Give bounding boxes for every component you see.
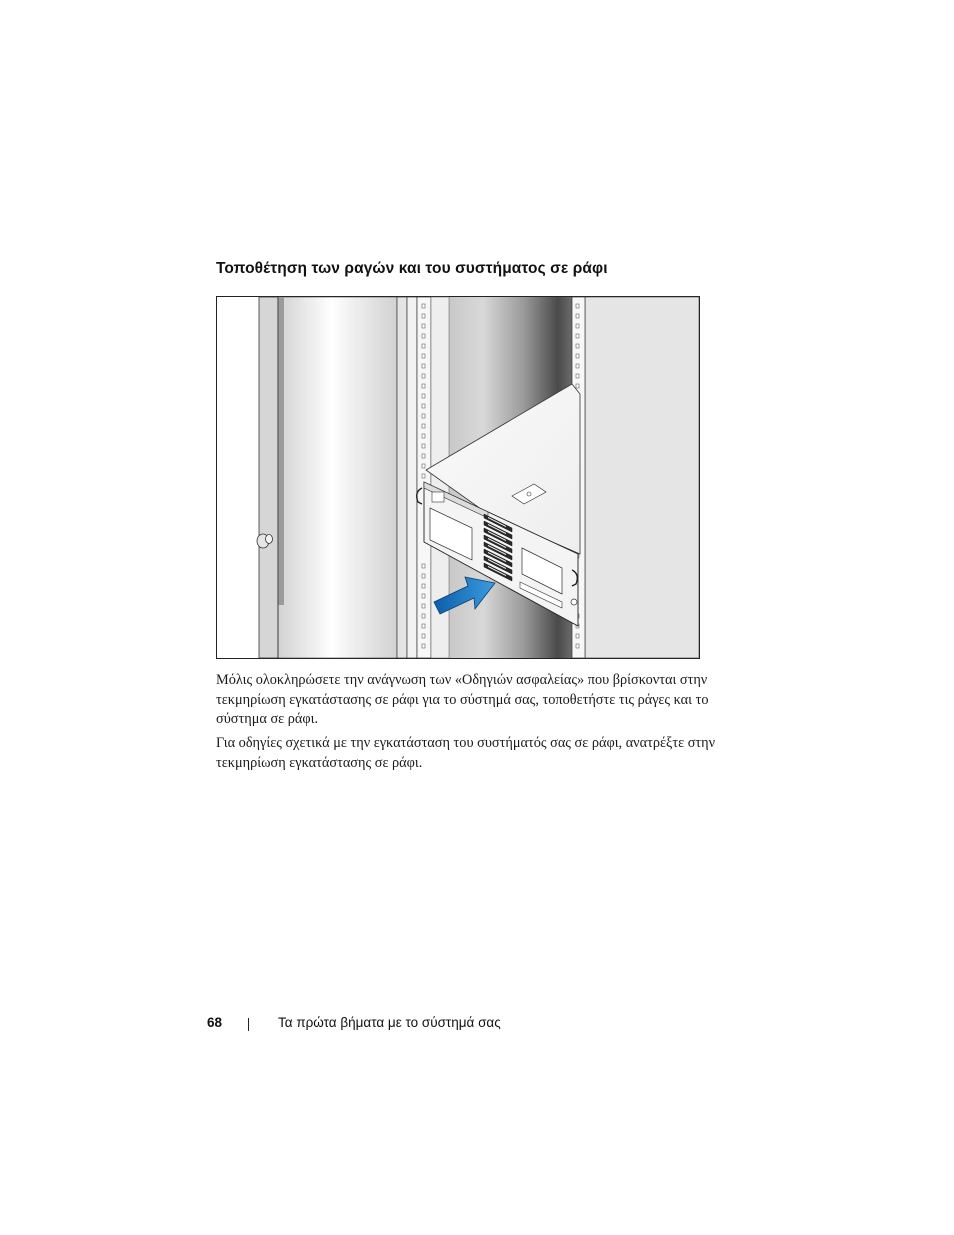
section-heading: Τοποθέτηση των ραγών και του συστήματος σε ράφι <box>216 260 608 277</box>
rack-cabinet-door <box>257 297 397 658</box>
instruction-paragraph-1: Μόλις ολοκληρώσετε την ανάγνωση των «Οδηγιών ασφαλείας» που βρίσκονται στην τεκμηρίωση εγκατάστασης σε ράφι για το σύστημά σας, τοποθετήστε τις ράγες και το σύστημα σε ράφι. <box>216 672 709 727</box>
footer-separator <box>248 1018 249 1031</box>
footer-chapter-title: Τα πρώτα βήματα με το σύστημά σας <box>278 1015 501 1030</box>
page-number: 68 <box>207 1015 223 1030</box>
instruction-paragraph-2: Για οδηγίες σχετικά με την εγκατάσταση του συστήματός σας σε ράφι, ανατρέξτε στην τεκμηρίωση εγκατάστασης σε ράφι. <box>216 735 716 771</box>
rack-installation-illustration <box>216 296 700 659</box>
